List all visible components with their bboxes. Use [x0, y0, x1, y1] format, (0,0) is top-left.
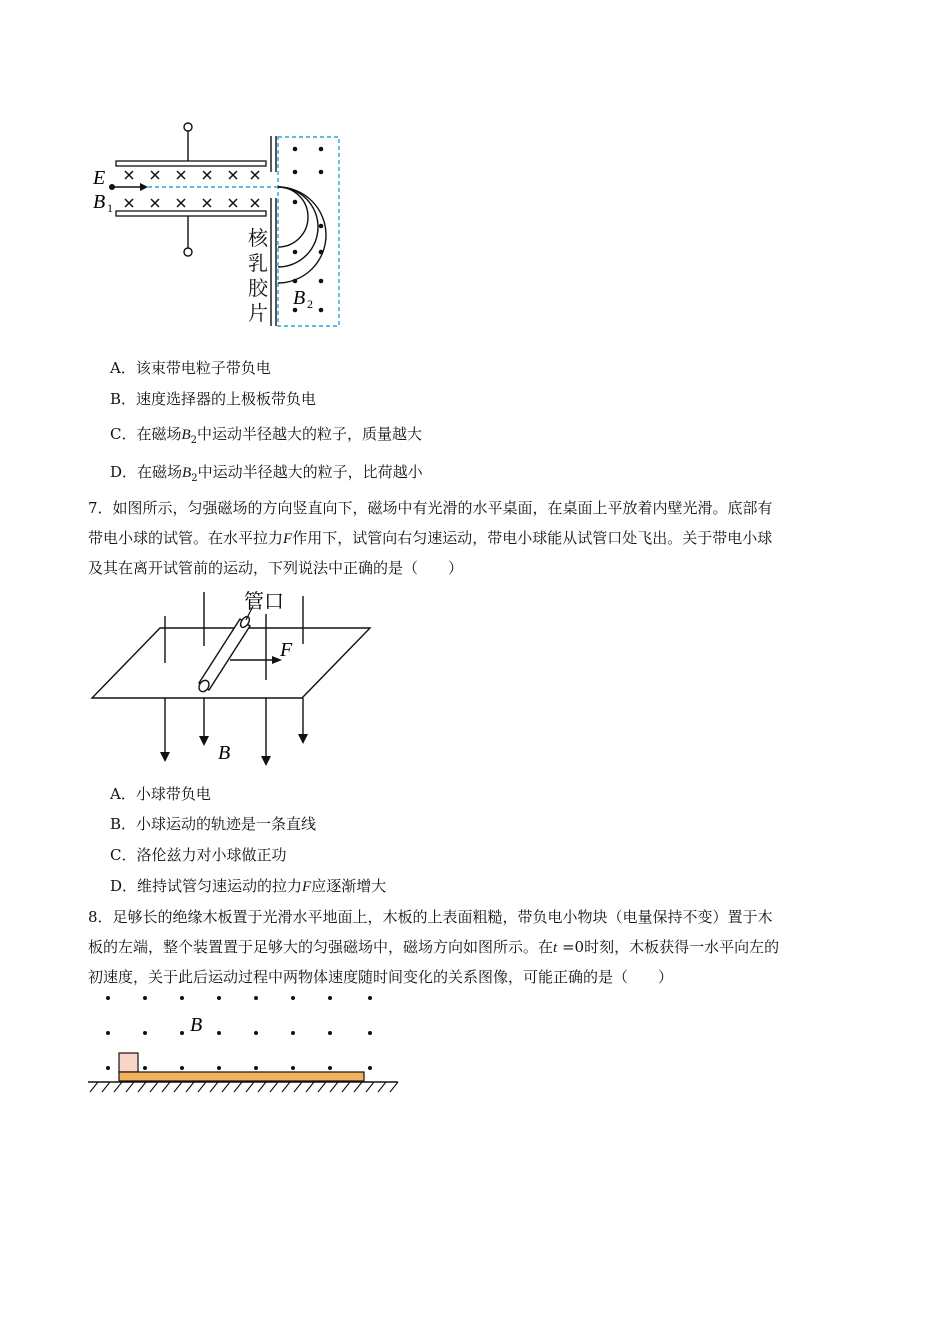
test-tube: [197, 606, 253, 693]
q7-option-d: D．维持试管匀速运动的拉力F应逐渐增大: [110, 877, 387, 895]
label-b2: B: [293, 287, 306, 309]
svg-text:胶: 胶: [248, 278, 268, 300]
field-dots: [106, 996, 372, 1070]
label-e: E: [93, 167, 106, 189]
q7-line-2: 带电小球的试管。在水平拉力F作用下，试管向右匀速运动，带电小球能从试管口处飞出。关于带电小球: [88, 529, 773, 547]
label-b: B: [190, 1014, 203, 1036]
q7-option-a: A．小球带负电: [110, 785, 211, 803]
wooden-board: [119, 1072, 364, 1081]
film-label: [248, 227, 269, 325]
q6-option-b: B．速度选择器的上极板带负电: [110, 390, 317, 408]
ground-hatching: [90, 1082, 398, 1092]
small-block: [119, 1053, 138, 1072]
particle-trajectories: [278, 187, 326, 283]
label-tube-mouth: 管口: [244, 591, 284, 613]
q7-option-b: B．小球运动的轨迹是一条直线: [110, 815, 317, 833]
q6-option-c: C．在磁场$B_2$中运动半径越大的粒子，质量越大: [110, 425, 423, 446]
upper-plate: [116, 161, 266, 166]
svg-text:乳: 乳: [248, 253, 268, 275]
svg-text:片: 片: [248, 303, 268, 325]
label-b2-sub: 2: [307, 297, 313, 311]
field-lines: [165, 592, 303, 760]
label-b1: B: [93, 191, 106, 213]
q6-option-d: D．在磁场$B_2$中运动半径越大的粒子，比荷越小: [110, 463, 423, 484]
label-b: B: [218, 742, 231, 764]
bottom-terminal: [184, 248, 192, 256]
label-f: F: [280, 639, 293, 661]
lower-plate: [116, 211, 266, 216]
test-tube-figure: [88, 588, 378, 770]
q8-line-2: 板的左端，整个装置置于足够大的匀强磁场中，磁场方向如图所示。在t =0时刻，木板获得一水平向左的: [88, 938, 780, 956]
svg-text:核: 核: [248, 228, 268, 250]
slit-plate: [271, 136, 276, 326]
q7-line-3: 及其在离开试管前的运动，下列说法中正确的是（ ）: [88, 559, 464, 577]
b1-cross-marks: [125, 171, 259, 207]
board-block-figure: [86, 990, 402, 1096]
q6-option-a: A．该束带电粒子带负电: [110, 359, 271, 377]
q8-line-3: 初速度，关于此后运动过程中两物体速度随时间变化的关系图像，可能正确的是（ ）: [88, 968, 674, 986]
label-b1-sub: 1: [107, 201, 113, 215]
q8-line-1: 8．足够长的绝缘木板置于光滑水平地面上，木板的上表面粗糙，带负电小物块（电量保持不变）置于木: [88, 908, 773, 926]
q7-line-1: 7．如图所示，匀强磁场的方向竖直向下，磁场中有光滑的水平桌面，在桌面上平放着内壁光滑。底部有: [88, 499, 773, 517]
mass-spectrometer-figure: [88, 118, 350, 330]
top-terminal: [184, 123, 192, 131]
q7-option-c: C．洛伦兹力对小球做正功: [110, 846, 287, 864]
